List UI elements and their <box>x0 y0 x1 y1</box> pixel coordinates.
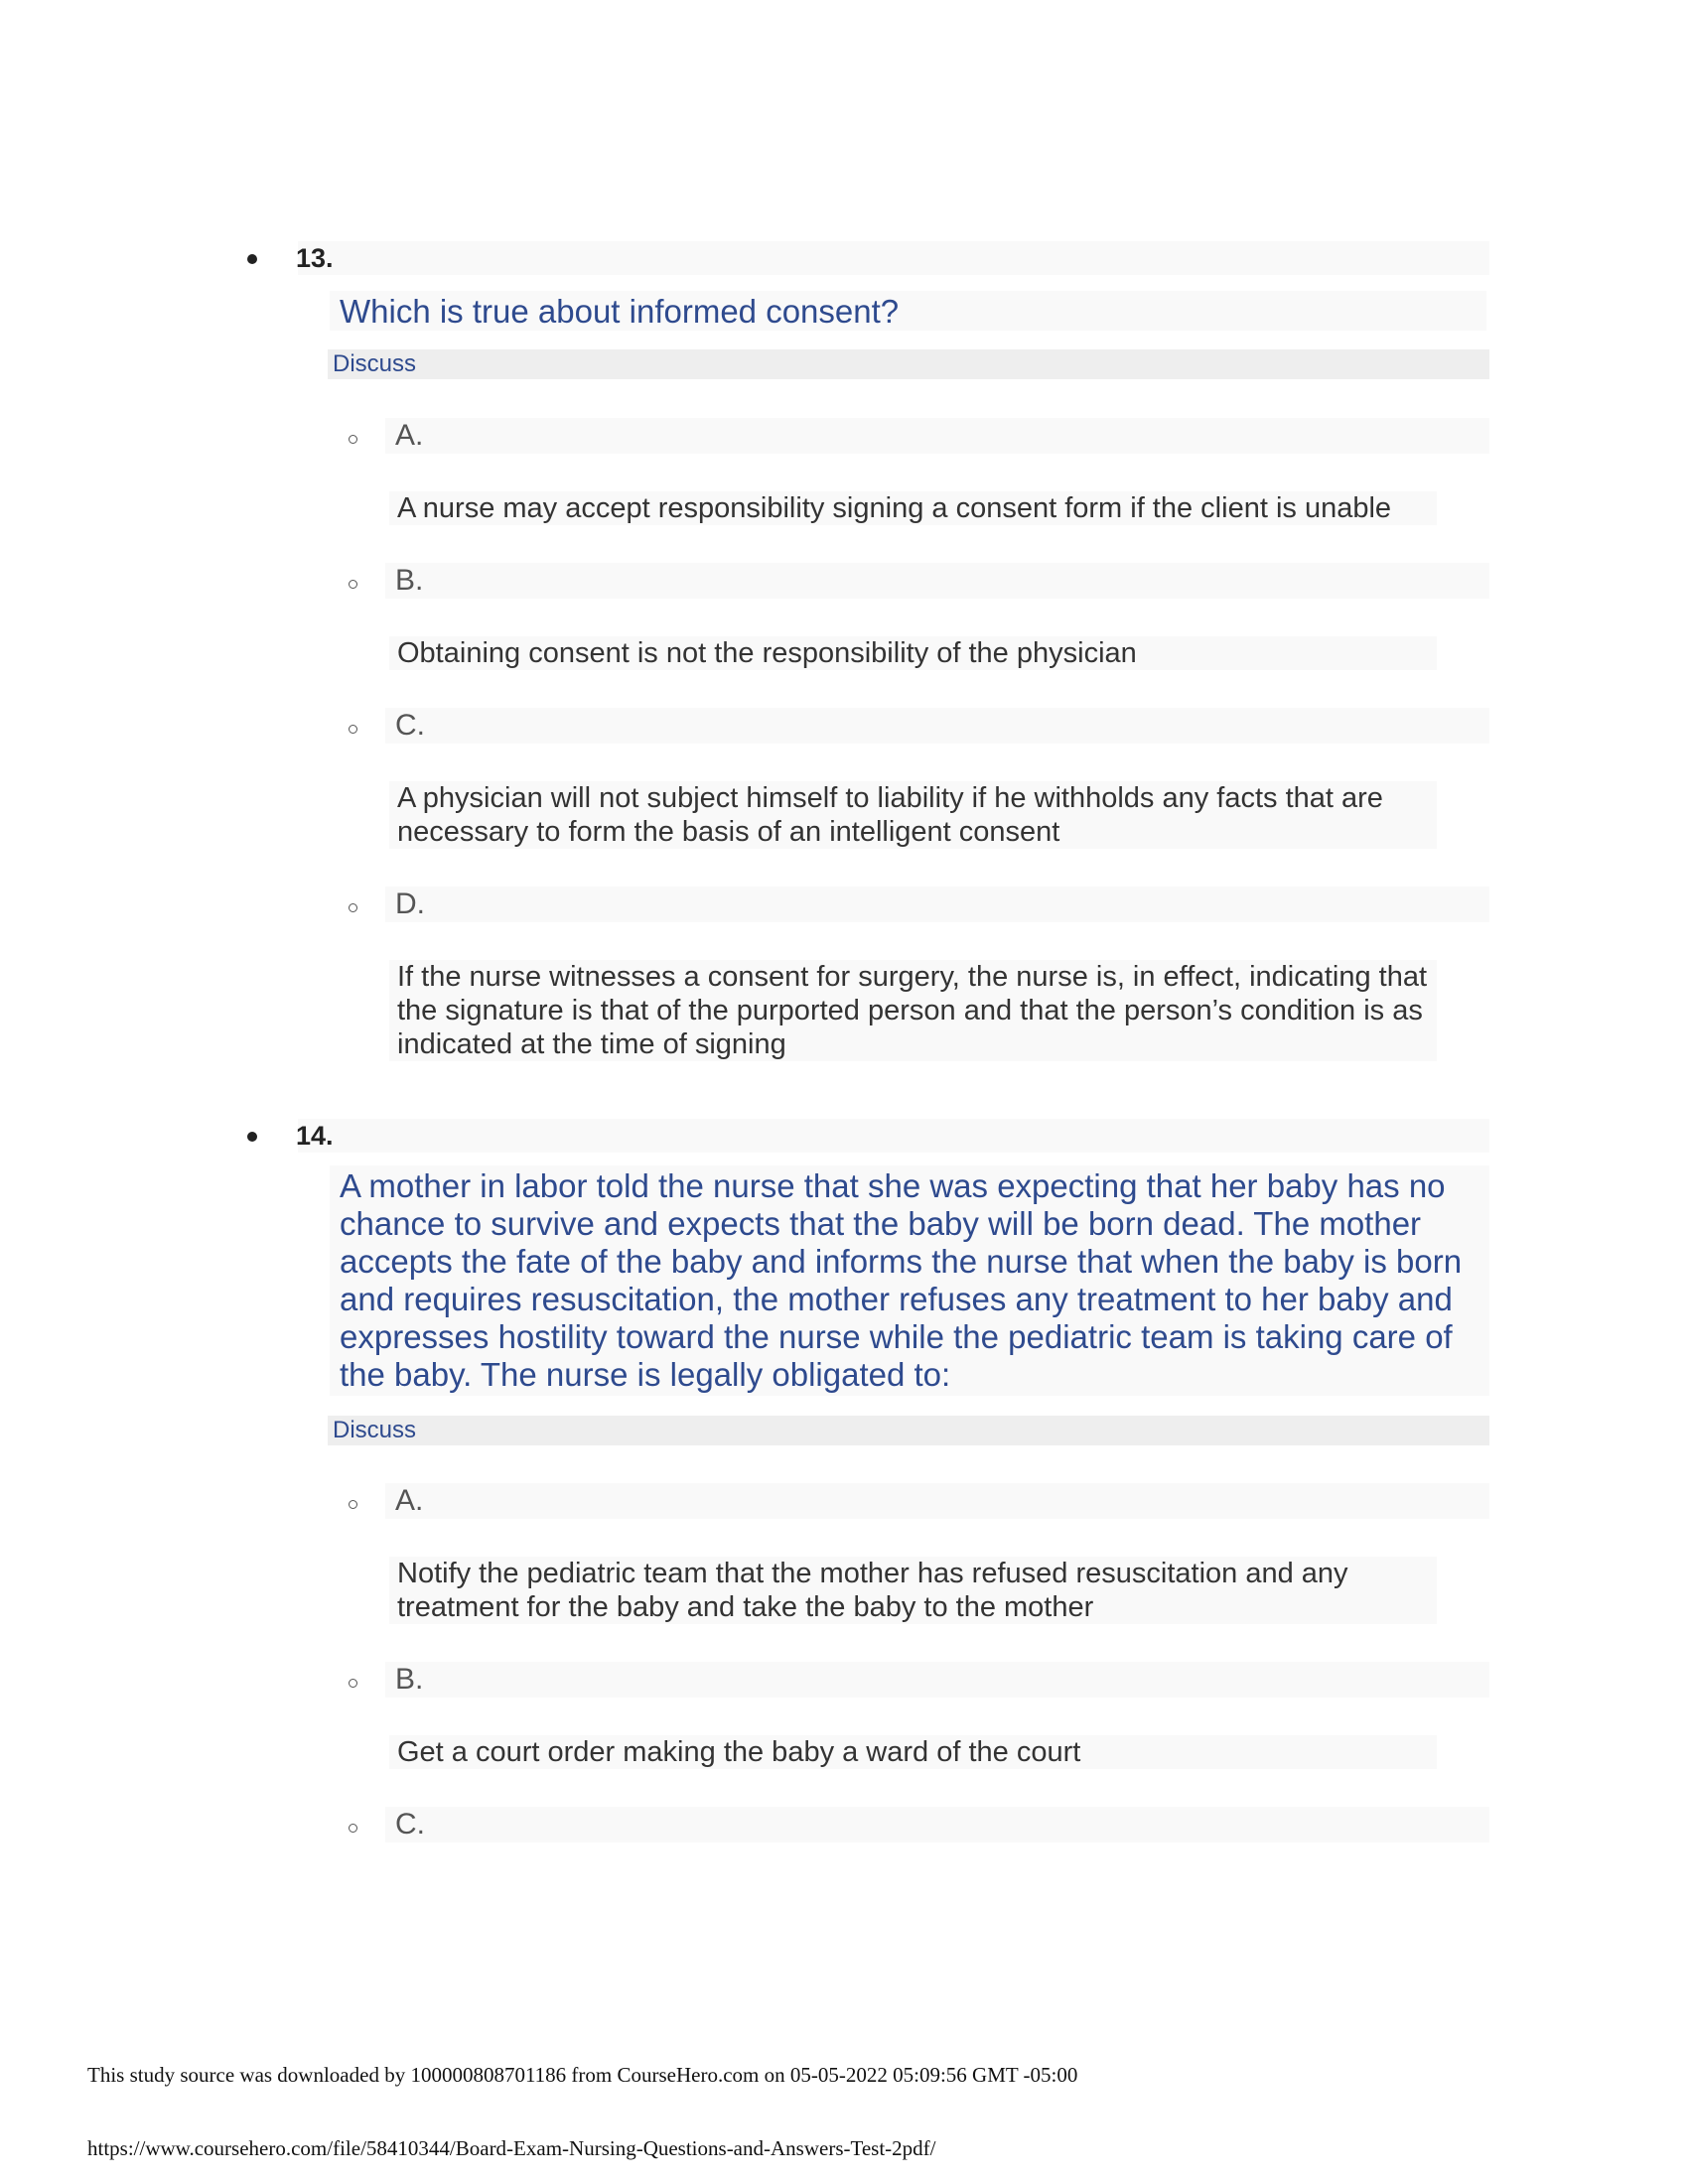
option-row-d[interactable] <box>385 887 1489 922</box>
option-row-a[interactable] <box>385 418 1489 454</box>
option-text: Obtaining consent is not the responsibility of the physician <box>389 636 1437 670</box>
option-letter: A. <box>395 419 424 452</box>
option-letter: B. <box>395 1663 424 1696</box>
source-url[interactable]: https://www.coursehero.com/file/58410344/Board-Exam-Nursing-Questions-and-Answers-Test-2pdf/ <box>87 2136 936 2160</box>
circle-bullet-icon <box>349 580 357 589</box>
question-text: Which is true about informed consent? <box>330 291 1486 331</box>
option-letter: B. <box>395 564 424 597</box>
circle-bullet-icon <box>349 725 357 734</box>
option-text: A physician will not subject himself to liability if he withholds any facts that are necessary to form the basis of an intelligent consent <box>389 781 1437 849</box>
option-row-c[interactable] <box>385 1807 1489 1843</box>
option-text: If the nurse witnesses a consent for surgery, the nurse is, in effect, indicating that the signature is that of the purported person and that the person’s condition is as indicated at the time of signing <box>389 960 1437 1061</box>
option-letter: C. <box>395 709 425 742</box>
download-notice: This study source was downloaded by 100000808701186 from CourseHero.com on 05-05-2022 05:09:56 GMT -05:00 <box>87 2063 1078 2087</box>
discuss-link[interactable]: Discuss <box>328 1416 1489 1445</box>
option-row-b[interactable] <box>385 563 1489 599</box>
question-number-row <box>298 1119 1489 1153</box>
option-letter: A. <box>395 1484 424 1517</box>
option-text: A nurse may accept responsibility signing a consent form if the client is unable <box>389 491 1437 525</box>
option-row-a[interactable] <box>385 1483 1489 1519</box>
circle-bullet-icon <box>349 1679 357 1688</box>
question-text: A mother in labor told the nurse that she was expecting that her baby has no chance to survive and expects that the baby will be born dead. The mother accepts the fate of the baby and informs the nurse that when the baby is born and requires resuscitation, the mother refuses any treatment to her baby and expresses hostility toward the nurse while the pediatric team is taking care of the baby. The nurse is legally obligated to: <box>330 1165 1489 1396</box>
bullet-icon <box>247 1132 257 1142</box>
circle-bullet-icon <box>349 1500 357 1509</box>
question-number-row <box>298 241 1489 275</box>
option-text: Get a court order making the baby a ward of the court <box>389 1735 1437 1769</box>
circle-bullet-icon <box>349 903 357 912</box>
circle-bullet-icon <box>349 435 357 444</box>
option-letter: C. <box>395 1808 425 1841</box>
discuss-link[interactable]: Discuss <box>328 349 1489 379</box>
question-number: 14. <box>296 1121 334 1151</box>
option-row-b[interactable] <box>385 1662 1489 1698</box>
bullet-icon <box>247 254 257 264</box>
option-text: Notify the pediatric team that the mother has refused resuscitation and any treatment for the baby and take the baby to the mother <box>389 1557 1437 1624</box>
circle-bullet-icon <box>349 1824 357 1833</box>
option-letter: D. <box>395 887 425 920</box>
question-number: 13. <box>296 243 334 273</box>
option-row-c[interactable] <box>385 708 1489 744</box>
